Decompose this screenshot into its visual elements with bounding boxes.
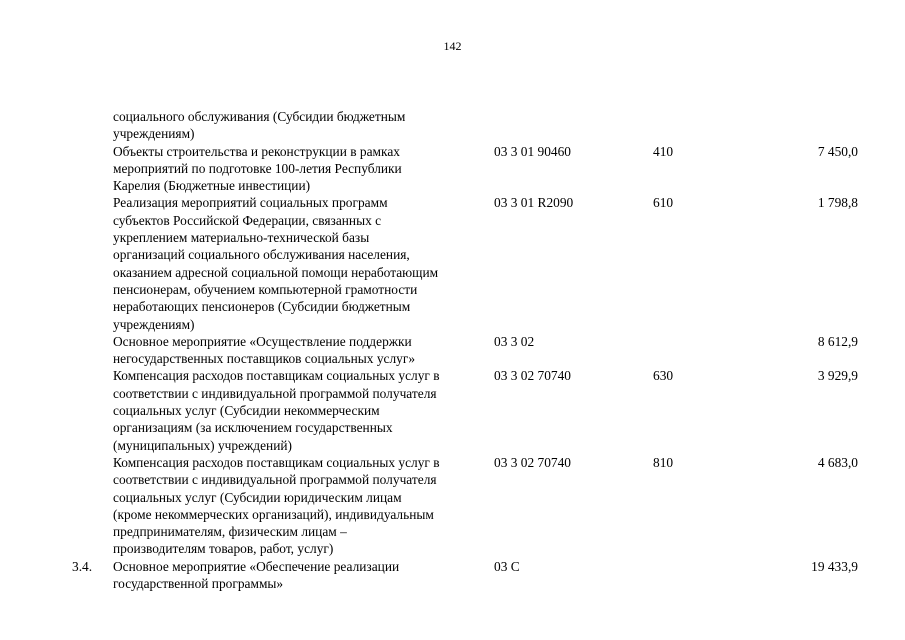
row-amount: 4 683,0 bbox=[817, 454, 858, 470]
row-budget-code: 03 3 01 90460 bbox=[494, 143, 571, 159]
row-description: Компенсация расходов поставщикам социальных услуг в соответствии с индивидуальной программой получателя социальных услуг (Субсидии некоммерческим организациям (за исключением государственных (муниципальных) учреждений) bbox=[113, 368, 440, 453]
row-description: Основное мероприятие «Обеспечение реализации государственной программы» bbox=[113, 558, 400, 592]
table-row bbox=[0, 558, 905, 593]
row-expense-type: 610 bbox=[653, 195, 674, 211]
row-description: социального обслуживания (Субсидии бюджетным учреждениям) bbox=[113, 109, 406, 142]
table-row bbox=[0, 454, 905, 558]
table-row bbox=[0, 108, 905, 143]
table-row bbox=[0, 367, 905, 453]
row-number: 3.4. bbox=[72, 558, 93, 574]
row-budget-code: 03 3 02 70740 bbox=[494, 368, 571, 384]
row-amount: 1 798,8 bbox=[817, 195, 858, 211]
row-expense-type: 630 bbox=[653, 368, 674, 384]
row-description: Реализация мероприятий социальных программ субъектов Российской Федерации, связанных с укреплением материально-технической базы организаций социального обслуживания населения, оказанием адресной социальной помощи неработающим пенсионерам, обучением компьютерной грамотности неработающих пенсионеров (Субсидии бюджетным учреждениям) bbox=[113, 195, 439, 332]
table-row bbox=[0, 194, 905, 332]
row-amount: 19 433,9 bbox=[811, 558, 858, 574]
budget-table bbox=[0, 108, 905, 592]
table-row bbox=[0, 143, 905, 195]
row-amount: 3 929,9 bbox=[817, 368, 858, 384]
row-description: Компенсация расходов поставщикам социальных услуг в соответствии с индивидуальной программой получателя социальных услуг (Субсидии юридическим лицам (кроме некоммерческих организаций), индивидуальным предпринимателям, физическим лицам – производителям товаров, работ, услуг) bbox=[113, 454, 440, 557]
row-description: Основное мероприятие «Осуществление поддержки негосударственных поставщиков социальных услуг» bbox=[113, 333, 416, 367]
row-amount: 7 450,0 bbox=[817, 143, 858, 159]
row-budget-code: 03 С bbox=[494, 558, 520, 574]
row-expense-type: 810 bbox=[653, 454, 674, 470]
table-row bbox=[0, 333, 905, 368]
row-expense-type: 410 bbox=[653, 143, 674, 159]
row-budget-code: 03 3 02 bbox=[494, 333, 535, 349]
row-budget-code: 03 3 01 R2090 bbox=[494, 195, 574, 211]
row-budget-code: 03 3 02 70740 bbox=[494, 454, 571, 470]
page-number: 142 bbox=[443, 39, 462, 53]
row-description: Объекты строительства и реконструкции в рамках мероприятий по подготовке 100-летия Республики Карелия (Бюджетные инвестиции) bbox=[113, 143, 402, 194]
row-amount: 8 612,9 bbox=[817, 333, 858, 349]
